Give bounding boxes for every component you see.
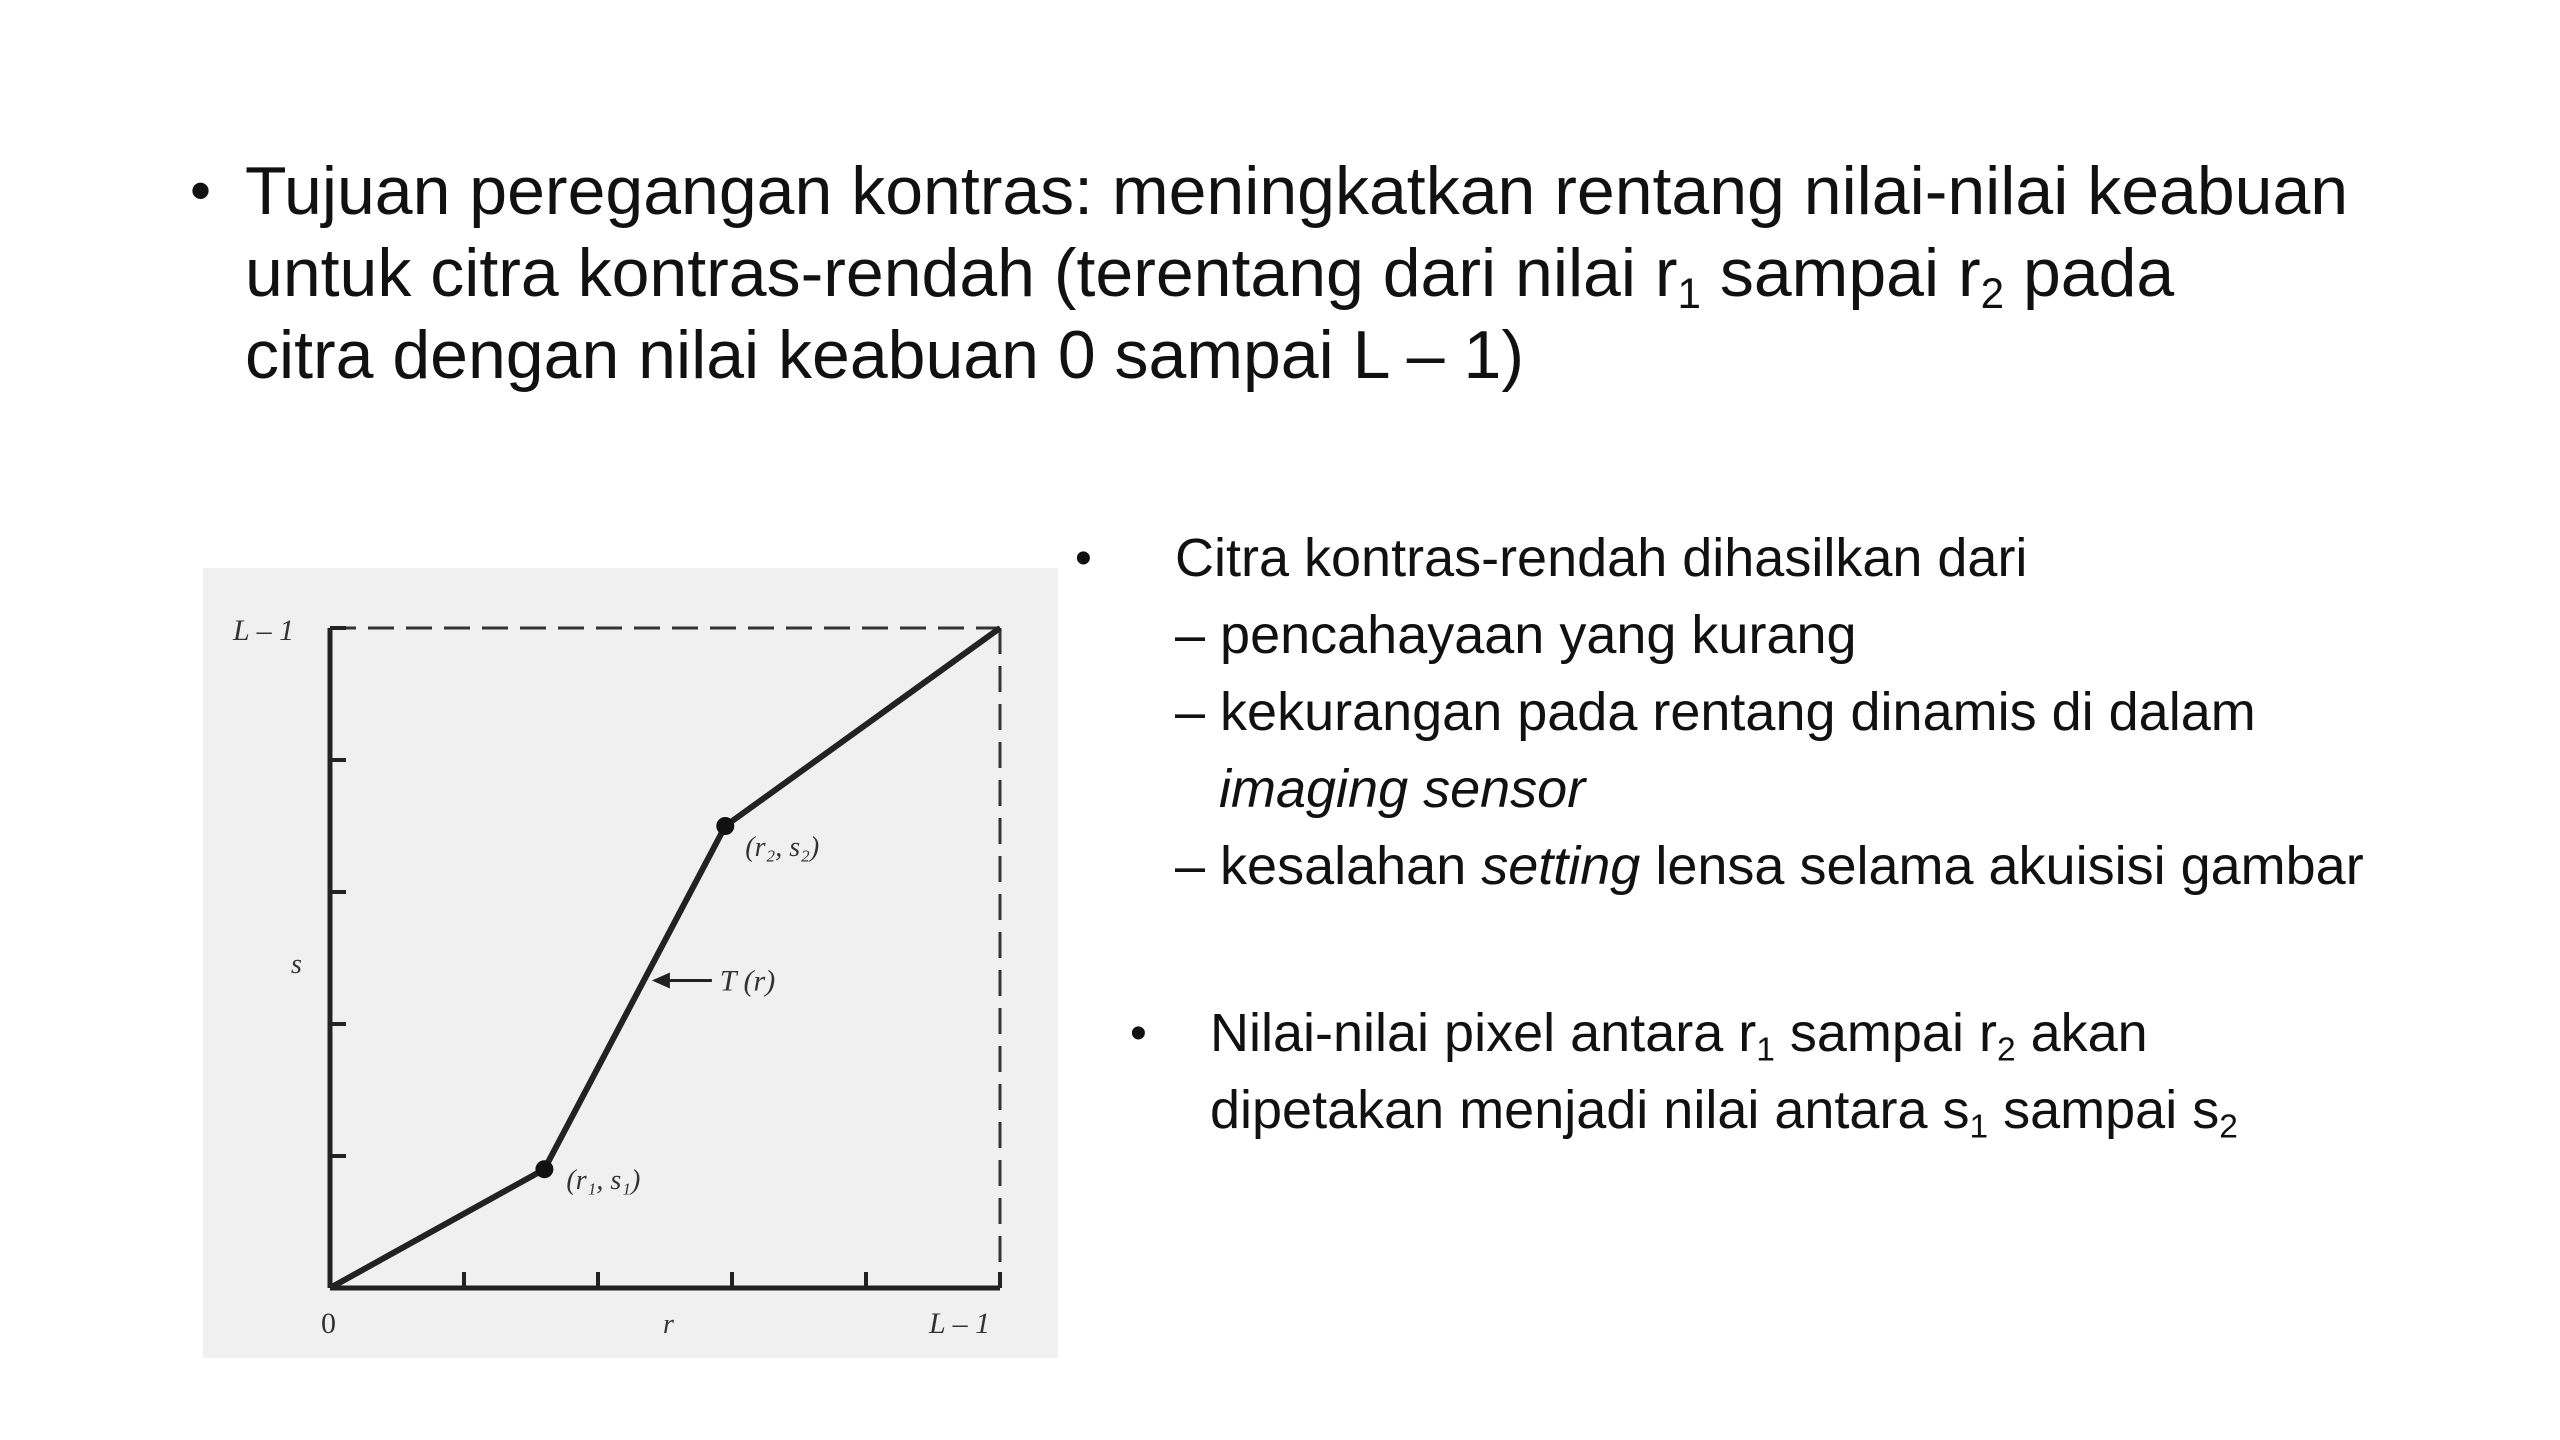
mapping-line-1 (1210, 995, 2530, 1072)
transform-curve (330, 628, 1000, 1288)
bullet-point: • (1130, 1007, 1147, 1060)
mapping-line-1-part-b: sampai r (1774, 1003, 1997, 1063)
subscript: 1 (1969, 1108, 1989, 1146)
cause-item-1: – pencahayaan yang kurang (1175, 605, 1857, 665)
cause-item-2-line-1: – kekurangan pada rentang dinamis di dalam (1175, 682, 2256, 742)
bullet-point: • (1075, 532, 1092, 585)
top-line-2 (245, 232, 2445, 317)
mapping-line-1-part-c: akan (2015, 1003, 2148, 1063)
bullet-point: • (190, 157, 212, 224)
contrast-stretch-figure (203, 568, 1058, 1358)
x-end-label: L – 1 (929, 1307, 991, 1340)
subscript: 1 (1756, 1031, 1775, 1069)
cause-item-3-part-a: – kesalahan (1175, 836, 1482, 896)
top-line-3: citra dengan nilai keabuan 0 sampai L – 1) (245, 317, 1524, 393)
point-r2-s2 (716, 817, 734, 835)
subscript: 1 (1677, 269, 1701, 317)
top-bullet-text (245, 150, 2445, 396)
y-axis-label: s (291, 949, 302, 980)
mapping-line-2-part-b: sampai s (1988, 1080, 2220, 1140)
point-r1-s1 (535, 1160, 553, 1178)
causes-heading: Citra kontras-rendah dihasilkan dari (1175, 528, 2028, 588)
curve-arrow-head (652, 972, 670, 988)
subscript: 2 (2219, 1108, 2238, 1146)
curve-label: T (r) (719, 964, 776, 998)
mapping-line-1-part-a: Nilai-nilai pixel antara r (1210, 1003, 1757, 1063)
top-line-2-part-b: sampai r (1700, 235, 1981, 311)
y-top-label: L – 1 (233, 614, 295, 647)
top-line-2-part-a: untuk citra kontras-rendah (terentang dari nilai r (245, 235, 1678, 311)
cause-item-2-italic: imaging sensor (1219, 759, 1586, 819)
cause-item-2-line-2 (1175, 751, 2535, 828)
subscript: 2 (1980, 269, 2005, 317)
point-1-label: (r₁, s₁) (566, 1165, 641, 1197)
x-origin-label: 0 (321, 1307, 336, 1340)
top-line-1: Tujuan peregangan kontras: meningkatkan rentang nilai-nilai keabuan (245, 153, 2349, 229)
cause-item-3-part-b: lensa selama akuisisi gambar (1640, 836, 2364, 896)
subscript: 2 (1996, 1031, 2016, 1069)
cause-item-3 (1175, 828, 2535, 905)
point-2-label: (r₂, s₂) (745, 832, 820, 863)
cause-item-3-italic: setting (1481, 836, 1641, 896)
mapping-line-2 (1210, 1072, 2530, 1149)
causes-text (1175, 520, 2535, 905)
top-line-2-part-c: pada (2004, 235, 2175, 311)
transform-plot (203, 568, 1058, 1358)
x-axis-label: r (663, 1309, 674, 1340)
mapping-line-2-part-a: dipetakan menjadi nilai antara s (1210, 1080, 1970, 1140)
mapping-text (1210, 995, 2530, 1149)
